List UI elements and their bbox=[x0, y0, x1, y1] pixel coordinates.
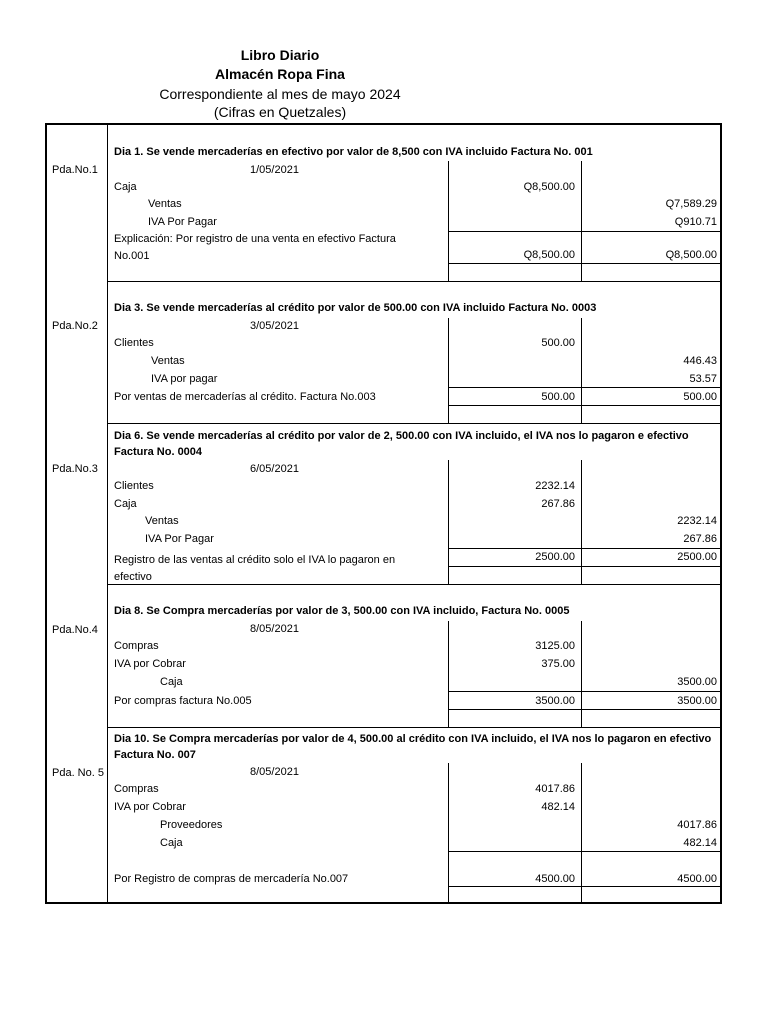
credit-column-line bbox=[581, 621, 582, 727]
credit-amount: 2232.14 bbox=[677, 515, 717, 527]
entry-separator bbox=[108, 281, 722, 282]
entry-date: 6/05/2021 bbox=[250, 463, 299, 475]
total-rule bbox=[448, 405, 722, 406]
entry-separator bbox=[108, 727, 722, 728]
entry-number: Pda.No.2 bbox=[52, 320, 98, 332]
account-name: Caja bbox=[160, 837, 183, 849]
total-debit: 3500.00 bbox=[535, 695, 575, 707]
total-debit: 500.00 bbox=[541, 391, 575, 403]
entry-heading: Dia 1. Se vende mercaderías en efectivo por valor de 8,500 con IVA incluido Factura No. 001 bbox=[114, 146, 593, 158]
debit-column-line bbox=[448, 763, 449, 903]
account-name: Compras bbox=[114, 640, 159, 652]
entry-separator bbox=[108, 584, 722, 585]
account-name: IVA Por Pagar bbox=[145, 533, 214, 545]
entry-date: 8/05/2021 bbox=[250, 623, 299, 635]
entry-heading: Dia 8. Se Compra mercaderías por valor de 3, 500.00 con IVA incluido, Factura No. 0005 bbox=[114, 605, 570, 617]
total-credit: Q8,500.00 bbox=[665, 249, 717, 261]
entry-number: Pda. No. 5 bbox=[52, 767, 104, 779]
entry-heading: Dia 10. Se Compra mercaderías por valor de 4, 500.00 al crédito con IVA incluido, el IVA nos lo pagaron en efectivo Factura No. 007 bbox=[114, 733, 712, 761]
total-rule bbox=[448, 263, 722, 264]
account-name: Clientes bbox=[114, 337, 154, 349]
entry-date: 8/05/2021 bbox=[250, 766, 299, 778]
entry-explanation: Explicación: Por registro de una venta en efectivo Factura No.001 bbox=[114, 233, 396, 262]
entry-date: 1/05/2021 bbox=[250, 164, 299, 176]
account-name: Caja bbox=[114, 181, 137, 193]
account-name: IVA por Cobrar bbox=[114, 801, 186, 813]
debit-amount: 375.00 bbox=[541, 658, 575, 670]
entry-explanation: Registro de las ventas al crédito solo el IVA lo pagaron en efectivo bbox=[114, 554, 396, 583]
debit-column-line bbox=[448, 318, 449, 423]
account-name: Clientes bbox=[114, 480, 154, 492]
credit-column-line bbox=[581, 318, 582, 423]
total-debit: Q8,500.00 bbox=[523, 249, 575, 261]
pda-column-divider bbox=[107, 123, 108, 904]
credit-amount: 482.14 bbox=[683, 837, 717, 849]
account-name: Ventas bbox=[148, 198, 182, 210]
total-rule bbox=[448, 709, 722, 710]
total-rule bbox=[448, 691, 722, 692]
entry-heading: Dia 6. Se vende mercaderías al crédito por valor de 2, 500.00 con IVA incluido, el IVA nos lo pagaron e efectivo Factura No. 0004 bbox=[114, 430, 689, 458]
debit-amount: Q8,500.00 bbox=[523, 181, 575, 193]
total-credit: 2500.00 bbox=[677, 551, 717, 563]
account-name: Caja bbox=[160, 676, 183, 688]
debit-amount: 2232.14 bbox=[535, 480, 575, 492]
debit-amount: 267.86 bbox=[541, 498, 575, 510]
account-name: IVA por pagar bbox=[151, 373, 218, 385]
ledger-title: Libro Diario bbox=[240, 47, 320, 63]
credit-amount: 4017.86 bbox=[677, 819, 717, 831]
account-name: Compras bbox=[114, 783, 159, 795]
account-name: Proveedores bbox=[160, 819, 223, 831]
credit-amount: Q910.71 bbox=[674, 216, 717, 228]
credit-amount: 53.57 bbox=[689, 373, 717, 385]
entry-number: Pda.No.3 bbox=[52, 463, 98, 475]
credit-amount: 267.86 bbox=[683, 533, 717, 545]
entry-number: Pda.No.4 bbox=[52, 624, 98, 636]
credit-amount: 446.43 bbox=[683, 355, 717, 367]
currency-note: (Cifras en Quetzales) bbox=[213, 104, 347, 120]
total-credit: 500.00 bbox=[683, 391, 717, 403]
total-rule bbox=[448, 548, 722, 549]
entry-date: 3/05/2021 bbox=[250, 320, 299, 332]
account-name: IVA por Cobrar bbox=[114, 658, 186, 670]
account-name: Ventas bbox=[145, 515, 179, 527]
credit-amount: 3500.00 bbox=[677, 676, 717, 688]
entry-heading: Dia 3. Se vende mercaderías al crédito por valor de 500.00 con IVA incluido Factura No. 0003 bbox=[114, 302, 597, 314]
debit-amount: 4017.86 bbox=[535, 783, 575, 795]
total-debit: 4500.00 bbox=[535, 873, 575, 885]
entry-number: Pda.No.1 bbox=[52, 164, 98, 176]
total-debit: 2500.00 bbox=[535, 551, 575, 563]
period-label: Correspondiente al mes de mayo 2024 bbox=[159, 86, 401, 102]
entry-explanation: Por ventas de mercaderías al crédito. Factura No.003 bbox=[114, 391, 376, 403]
total-rule bbox=[448, 566, 722, 567]
total-rule bbox=[448, 851, 722, 852]
account-name: Ventas bbox=[151, 355, 185, 367]
total-credit: 4500.00 bbox=[677, 873, 717, 885]
account-name: Caja bbox=[114, 498, 137, 510]
total-rule bbox=[448, 387, 722, 388]
credit-amount: Q7,589.29 bbox=[665, 198, 717, 210]
debit-amount: 500.00 bbox=[541, 337, 575, 349]
total-rule bbox=[448, 886, 722, 887]
debit-column-line bbox=[448, 621, 449, 727]
entry-separator bbox=[108, 423, 722, 424]
debit-amount: 482.14 bbox=[541, 801, 575, 813]
company-name: Almacén Ropa Fina bbox=[215, 66, 345, 82]
total-rule bbox=[448, 231, 722, 232]
account-name: IVA Por Pagar bbox=[148, 216, 217, 228]
entry-explanation: Por compras factura No.005 bbox=[114, 695, 252, 707]
debit-amount: 3125.00 bbox=[535, 640, 575, 652]
total-credit: 3500.00 bbox=[677, 695, 717, 707]
entry-explanation: Por Registro de compras de mercadería No.007 bbox=[114, 873, 349, 885]
credit-column-line bbox=[581, 763, 582, 903]
